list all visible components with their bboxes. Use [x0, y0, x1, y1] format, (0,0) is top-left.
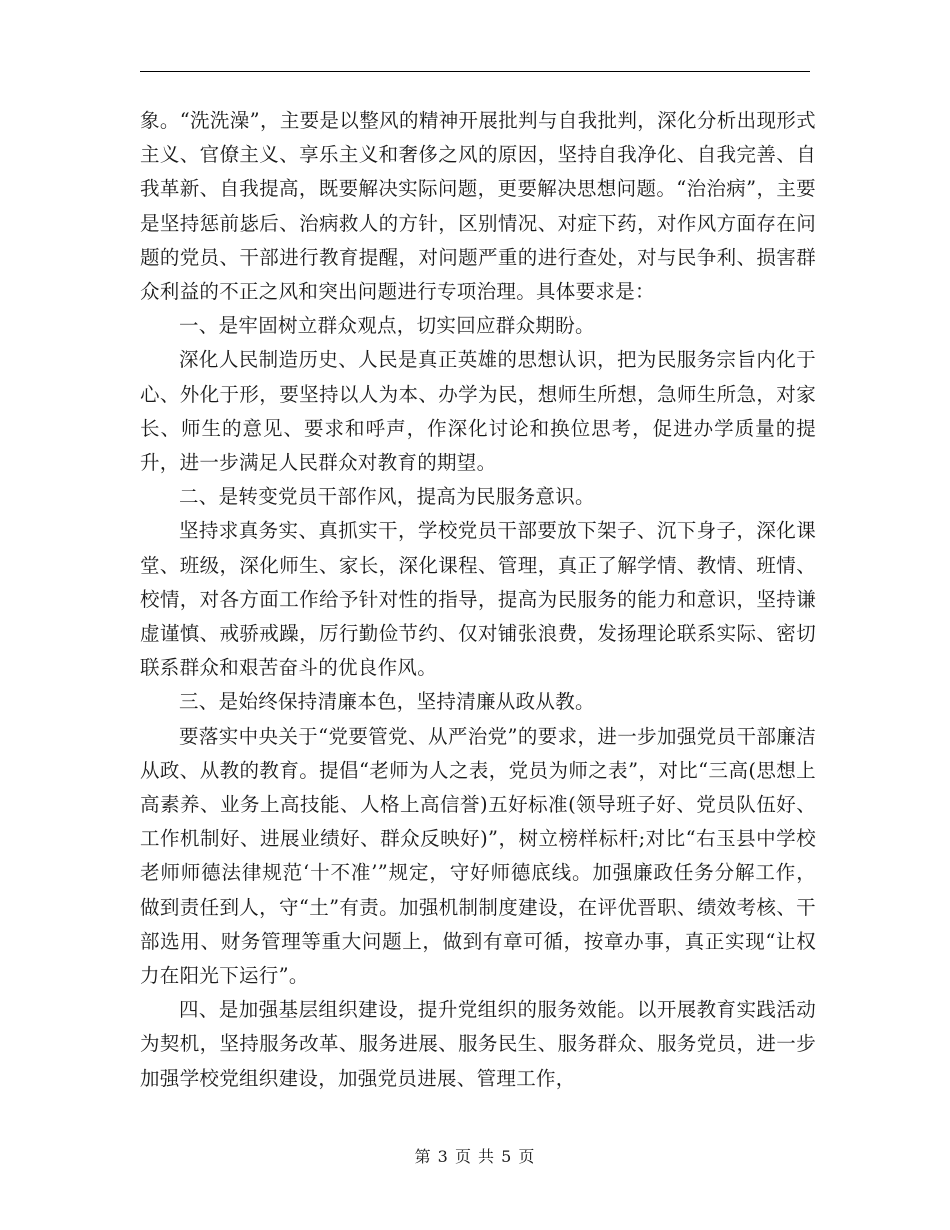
heading-point-two: 二、是转变党员干部作风，提高为民服务意识。 — [179, 485, 595, 509]
paragraph-point-four: 四、是加强基层组织建设，提升党组织的服务效能。以开展教育实践活动为契机，坚持服务改革、服务进展、服务民生、服务群众、服务党员，进一步加强学校党组织建设，加强党员进展、管理工作， — [140, 998, 816, 1090]
heading-point-three: 三、是始终保持清廉本色，坚持清廉从政从教。 — [179, 690, 595, 714]
page-number: 第 3 页 共 5 页 — [414, 1147, 536, 1166]
paragraph-point-two: 坚持求真务实、真抓实干，学校党员干部要放下架子、沉下身子，深化课堂、班级，深化师生、家长，深化课程、管理，真正了解学情、教情、班情、校情，对各方面工作给予针对性的指导，提高为民服务的能力和意识，坚持谦虚谨慎、戒骄戒躁，厉行勤俭节约、仅对铺张浪费，发扬理论联系实际、密切联系群众和艰苦奋斗的优良作风。 — [140, 519, 816, 680]
paragraph-continuation: 象。“洗洗澡”，主要是以整风的精神开展批判与自我批判，深化分析出现形式主义、官僚主义、享乐主义和奢侈之风的原因，坚持自我净化、自我完善、自我革新、自我提高，既要解决实际问题，更要解决思想问题。“治治病”，主要是坚持惩前毖后、治病救人的方针，区别情况、对症下药，对作风方面存在问题的党员、干部进行教育提醒，对问题严重的进行查处，对与民争利、损害群众利益的不正之风和突出问题进行专项治理。具体要求是： — [140, 109, 816, 304]
paragraph-point-one: 深化人民制造历史、人民是真正英雄的思想认识，把为民服务宗旨内化于心、外化于形，要坚持以人为本、办学为民，想师生所想，急师生所急，对家长、师生的意见、要求和呼声，作深化讨论和换位思考，促进办学质量的提升，进一步满足人民群众对教育的期望。 — [140, 348, 816, 475]
paragraph-point-three: 要落实中央关于“党要管党、从严治党”的要求，进一步加强党员干部廉洁从政、从教的教育。提倡“老师为人之表，党员为师之表”，对比“三高(思想上高素养、业务上高技能、人格上高信誉)五好标准(领导班子好、党员队伍好、工作机制好、进展业绩好、群众反映好)”，树立榜样标杆;对比“右玉县中学校老师师德法律规范‘十不准’”规定，守好师德底线。加强廉政任务分解工作，做到责任到人，守“土”有责。加强机制制度建设，在评优晋职、绩效考核、干部选用、财务管理等重大问题上，做到有章可循，按章办事，真正实现“让权力在阳光下运行”。 — [140, 724, 816, 988]
header-rule — [140, 71, 810, 72]
document-body — [140, 104, 816, 1096]
heading-point-one: 一、是牢固树立群众观点，切实回应群众期盼。 — [179, 314, 595, 338]
